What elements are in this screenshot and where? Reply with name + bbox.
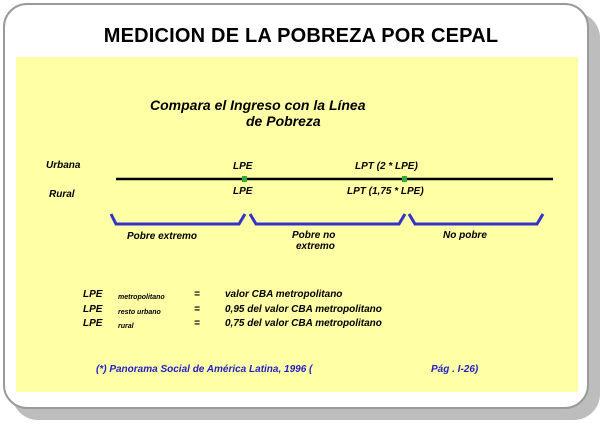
lpe-marker — [242, 176, 247, 182]
definition-term: LPE — [83, 304, 103, 315]
source-note: (*) Panorama Social de América Latina, 1996 ( — [96, 364, 313, 375]
definition-term: LPE — [83, 289, 103, 300]
definition-value: valor CBA metropolitano — [225, 289, 343, 300]
lpe-label-urbana: LPE — [233, 161, 253, 172]
slide-title: MEDICION DE LA POBREZA POR CEPAL — [103, 25, 499, 47]
lpt-label-rural: LPT (1,75 * LPE) — [347, 186, 424, 197]
lpt-marker — [402, 176, 407, 182]
definition-subscript: rural — [118, 323, 134, 330]
definition-value: 0,75 del valor CBA metropolitano — [225, 318, 382, 329]
source-page: Pág . I-26) — [431, 364, 479, 375]
definition-equals: = — [194, 304, 200, 315]
segment-no-pobre: No pobre — [443, 230, 487, 241]
row-label-urbana: Urbana — [46, 160, 81, 171]
lpe-label-rural: LPE — [233, 186, 253, 197]
subtitle-line-2: de Pobreza — [246, 113, 321, 129]
definition-value: 0,95 del valor CBA metropolitano — [225, 304, 382, 315]
definition-equals: = — [194, 289, 200, 300]
subtitle-line-1: Compara el Ingreso con la Línea — [150, 97, 366, 113]
definition-subscript: metropolitano — [118, 294, 165, 301]
segment-pobre-no-extremo-line-1: Pobre no — [292, 230, 336, 241]
brace-no-pobre — [409, 214, 543, 224]
brace-pobre-no-extremo — [250, 214, 405, 224]
definition-equals: = — [194, 318, 200, 329]
segment-pobre-extremo: Pobre extremo — [127, 231, 198, 242]
row-label-rural: Rural — [49, 189, 75, 200]
definition-subscript: resto urbano — [118, 309, 161, 316]
lpt-label-urbana: LPT (2 * LPE) — [355, 161, 418, 172]
segment-pobre-no-extremo-line-2: extremo — [296, 241, 335, 252]
definition-term: LPE — [83, 318, 103, 329]
brace-pobre-extremo — [111, 214, 245, 224]
